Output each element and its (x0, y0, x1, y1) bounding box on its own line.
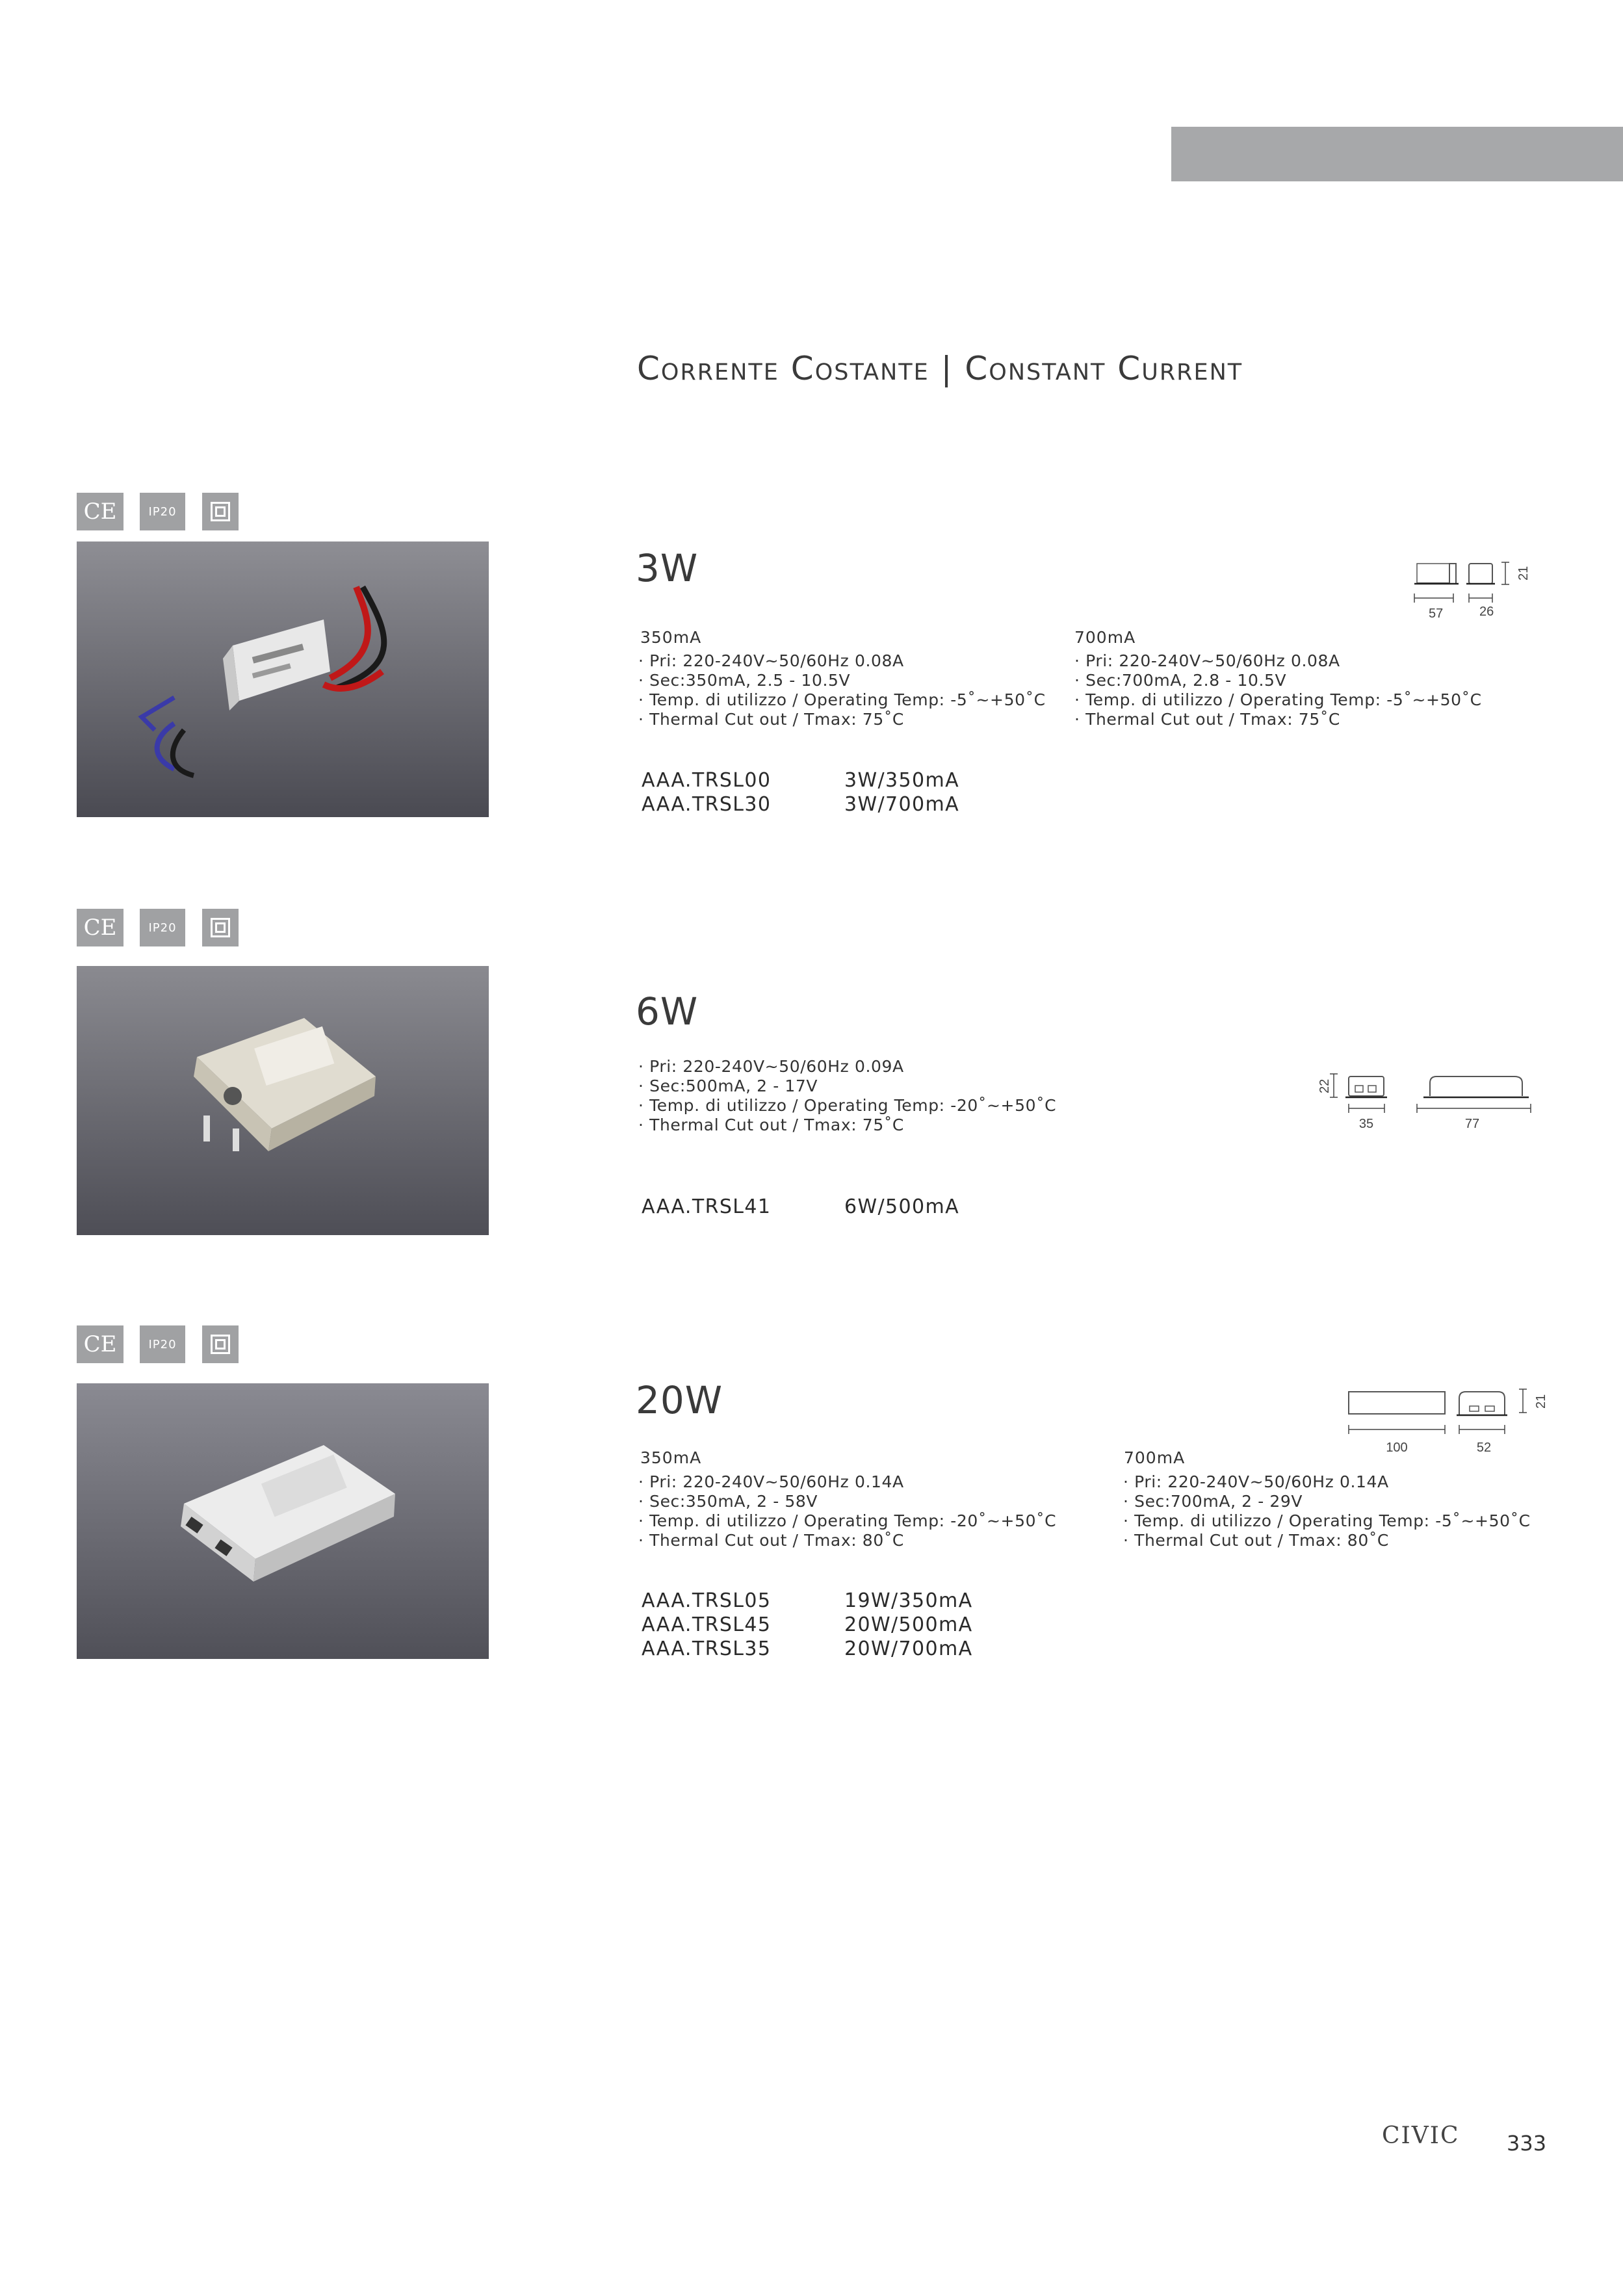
dimension-drawing (1404, 556, 1534, 627)
spec-line: · Sec:350mA, 2.5 - 10.5V (638, 671, 851, 690)
spec-line: · Thermal Cut out / Tmax: 80˚C (1123, 1531, 1389, 1550)
dim-label: 100 (1386, 1441, 1408, 1455)
page-title: Corrente Costante | Constant Current (637, 350, 1243, 387)
product-desc: 19W/350mA (844, 1589, 973, 1612)
power-heading: 3W (636, 546, 699, 590)
product-desc: 20W/500mA (844, 1613, 973, 1636)
product-photo-6w (77, 966, 489, 1235)
dim-label: 26 (1479, 605, 1494, 619)
class-ii-icon (202, 909, 239, 946)
power-heading: 20W (636, 1378, 723, 1422)
spec-list (638, 1472, 1056, 1550)
spec-line: · Temp. di utilizzo / Operating Temp: -20˚~+50˚C (638, 1511, 1057, 1530)
cert-badges (77, 493, 246, 530)
dim-label: 52 (1476, 1441, 1492, 1455)
dim-label: 77 (1464, 1117, 1480, 1131)
dimension-drawing (1342, 1381, 1557, 1459)
spec-line: · Temp. di utilizzo / Operating Temp: -5˚~+50˚C (1123, 1511, 1531, 1530)
brand-logo: CIVIC (1382, 2122, 1460, 2149)
dimension-drawing (1319, 1060, 1540, 1131)
code-row (642, 792, 959, 816)
code-row (642, 1613, 973, 1637)
product-codes (642, 1195, 959, 1219)
dim-label: 35 (1358, 1117, 1374, 1131)
spec-line: · Temp. di utilizzo / Operating Temp: -5˚~+50˚C (1074, 690, 1482, 709)
product-code: AAA.TRSL05 (642, 1589, 772, 1612)
spec-line: · Pri: 220-240V~50/60Hz 0.08A (638, 651, 904, 670)
ce-mark-icon: CE (77, 493, 123, 530)
code-row (642, 1637, 973, 1661)
code-row (642, 1589, 973, 1613)
spec-line: · Pri: 220-240V~50/60Hz 0.14A (1123, 1472, 1389, 1491)
product-desc: 3W/350mA (844, 769, 960, 792)
class-ii-icon (202, 1325, 239, 1363)
product-code: AAA.TRSL35 (642, 1637, 772, 1660)
spec-list (1123, 1472, 1531, 1550)
spec-line: · Temp. di utilizzo / Operating Temp: -5˚~+50˚C (638, 690, 1046, 709)
product-desc: 20W/700mA (844, 1637, 973, 1660)
spec-list (638, 651, 1046, 729)
spec-list (1074, 651, 1482, 729)
spec-line: · Thermal Cut out / Tmax: 80˚C (638, 1531, 904, 1550)
power-heading: 6W (636, 989, 699, 1034)
code-row (642, 1195, 959, 1219)
dim-label: 21 (1534, 1394, 1548, 1409)
ip-rating-badge: IP20 (140, 909, 185, 946)
spec-line: · Pri: 220-240V~50/60Hz 0.08A (1074, 651, 1340, 670)
product-codes (642, 768, 959, 816)
dim-label: 21 (1516, 566, 1531, 581)
spec-line: · Thermal Cut out / Tmax: 75˚C (638, 710, 904, 729)
class-ii-icon (202, 493, 239, 530)
spec-line: · Temp. di utilizzo / Operating Temp: -20˚~+50˚C (638, 1096, 1057, 1115)
product-code: AAA.TRSL41 (642, 1195, 772, 1218)
code-row (642, 768, 959, 792)
spec-line: · Pri: 220-240V~50/60Hz 0.14A (638, 1472, 904, 1491)
dim-label: 22 (1318, 1078, 1332, 1093)
current-label: 700mA (1124, 1448, 1186, 1467)
product-desc: 6W/500mA (844, 1195, 960, 1218)
spec-line: · Sec:500mA, 2 - 17V (638, 1076, 818, 1095)
product-code: AAA.TRSL00 (642, 769, 772, 792)
cert-badges (77, 1325, 246, 1363)
ip-rating-badge: IP20 (140, 493, 185, 530)
ip-rating-badge: IP20 (140, 1325, 185, 1363)
dim-label: 57 (1429, 607, 1444, 621)
page-number: 333 (1507, 2131, 1547, 2156)
spec-line: · Pri: 220-240V~50/60Hz 0.09A (638, 1057, 904, 1076)
spec-line: · Thermal Cut out / Tmax: 75˚C (1074, 710, 1340, 729)
spec-line: · Sec:700mA, 2 - 29V (1123, 1492, 1303, 1511)
cert-badges (77, 909, 246, 946)
product-photo-20w (77, 1383, 489, 1659)
header-tab (1171, 127, 1623, 181)
current-label: 350mA (640, 628, 702, 647)
current-label: 700mA (1074, 628, 1136, 647)
spec-line: · Sec:350mA, 2 - 58V (638, 1492, 818, 1511)
spec-list (638, 1057, 1056, 1135)
spec-line: · Thermal Cut out / Tmax: 75˚C (638, 1115, 904, 1134)
product-code: AAA.TRSL30 (642, 793, 772, 816)
ce-mark-icon: CE (77, 909, 123, 946)
product-codes (642, 1589, 973, 1661)
product-desc: 3W/700mA (844, 793, 960, 816)
spec-line: · Sec:700mA, 2.8 - 10.5V (1074, 671, 1287, 690)
product-code: AAA.TRSL45 (642, 1613, 772, 1636)
ce-mark-icon: CE (77, 1325, 123, 1363)
product-photo-3w (77, 541, 489, 817)
current-label: 350mA (640, 1448, 702, 1467)
